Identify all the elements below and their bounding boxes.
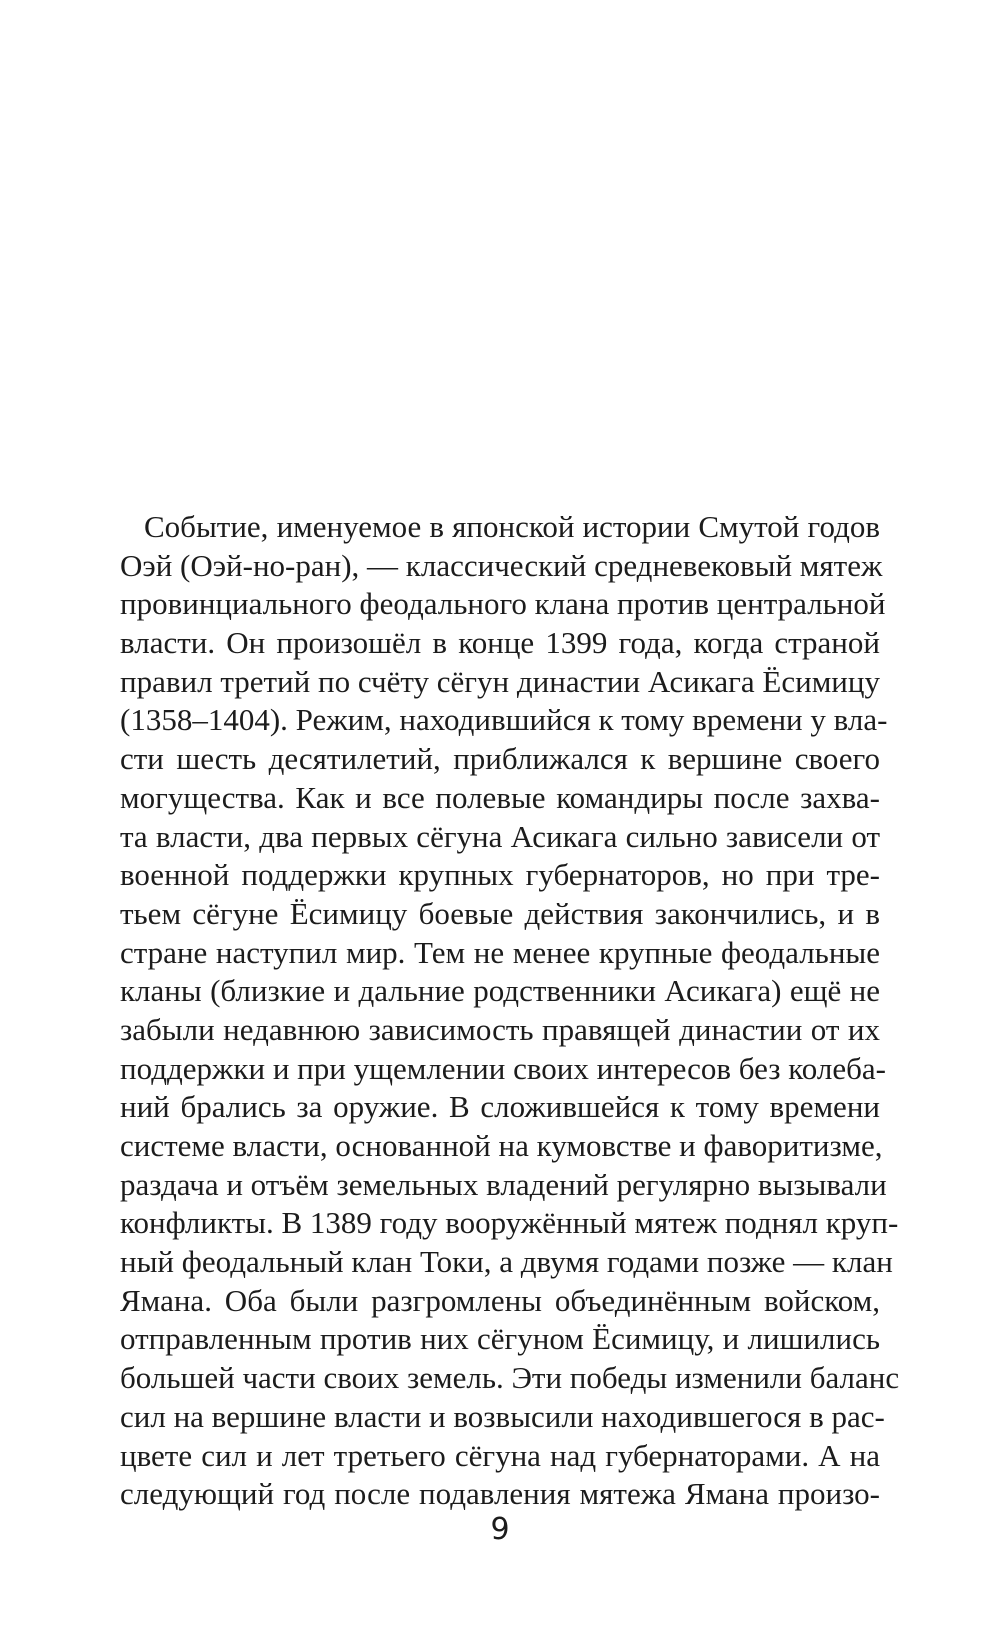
text-line: Событие, именуемое в японской истории Смутой годов [144, 509, 880, 544]
text-line: отправленным против них сёгуном Ёсимицу, и лишились [120, 1321, 880, 1357]
text-line: конфликты. В 1389 году вооружённый мятеж поднял круп- [120, 1205, 899, 1241]
text-line: стране наступил мир. Тем не менее крупные феодальные [120, 934, 880, 970]
text-line: сил на вершине власти и возвысили находившегося в рас- [120, 1398, 885, 1434]
text-line: поддержки и при ущемлении своих интересов без колеба- [120, 1050, 886, 1086]
text-line: власти. Он произошёл в конце 1399 года, когда страной [120, 625, 880, 661]
text-line: следующий год после подавления мятежа Ямана произо- [120, 1476, 880, 1512]
text-line: провинциального феодального клана против центральной [120, 586, 886, 622]
page-number: 9 [490, 1512, 510, 1547]
text-line: сти шесть десятилетий, приближался к вершине своего [120, 741, 880, 777]
text-line: Оэй (Оэй-но-ран), — классический средневековый мятеж [120, 547, 883, 583]
text-line: системе власти, основанной на кумовстве и фаворитизме, [120, 1128, 883, 1163]
text-line: забыли недавнюю зависимость правящей династии от их [120, 1011, 880, 1047]
text-line: та власти, два первых сёгуна Асикага сильно зависели от [120, 818, 880, 854]
text-line: могущества. Как и все полевые командиры после захва- [120, 779, 880, 815]
text-line: Ямана. Оба были разгромлены объединённым войском, [120, 1282, 880, 1318]
text-line: военной поддержки крупных губернаторов, но при тре- [120, 857, 880, 893]
text-line: кланы (близкие и дальние родственники Асикага) ещё не [120, 973, 880, 1009]
text-line: правил третий по счёту сёгун династии Асикага Ёсимицу [120, 663, 880, 699]
text-line: раздача и отъём земельных владений регулярно вызывали [120, 1166, 887, 1202]
text-line: тьем сёгуне Ёсимицу боевые действия закончились, и в [120, 895, 880, 931]
text-line: ний брались за оружие. В сложившейся к тому времени [120, 1089, 880, 1125]
text-line: (1358–1404). Режим, находившийся к тому времени у вла- [120, 702, 888, 738]
text-line: цвете сил и лет третьего сёгуна над губернаторами. А на [120, 1437, 880, 1473]
text-line: большей части своих земель. Эти победы изменили баланс [120, 1360, 900, 1396]
body-text [120, 508, 900, 1514]
text-line: ный феодальный клан Токи, а двумя годами позже — клан [120, 1244, 893, 1280]
